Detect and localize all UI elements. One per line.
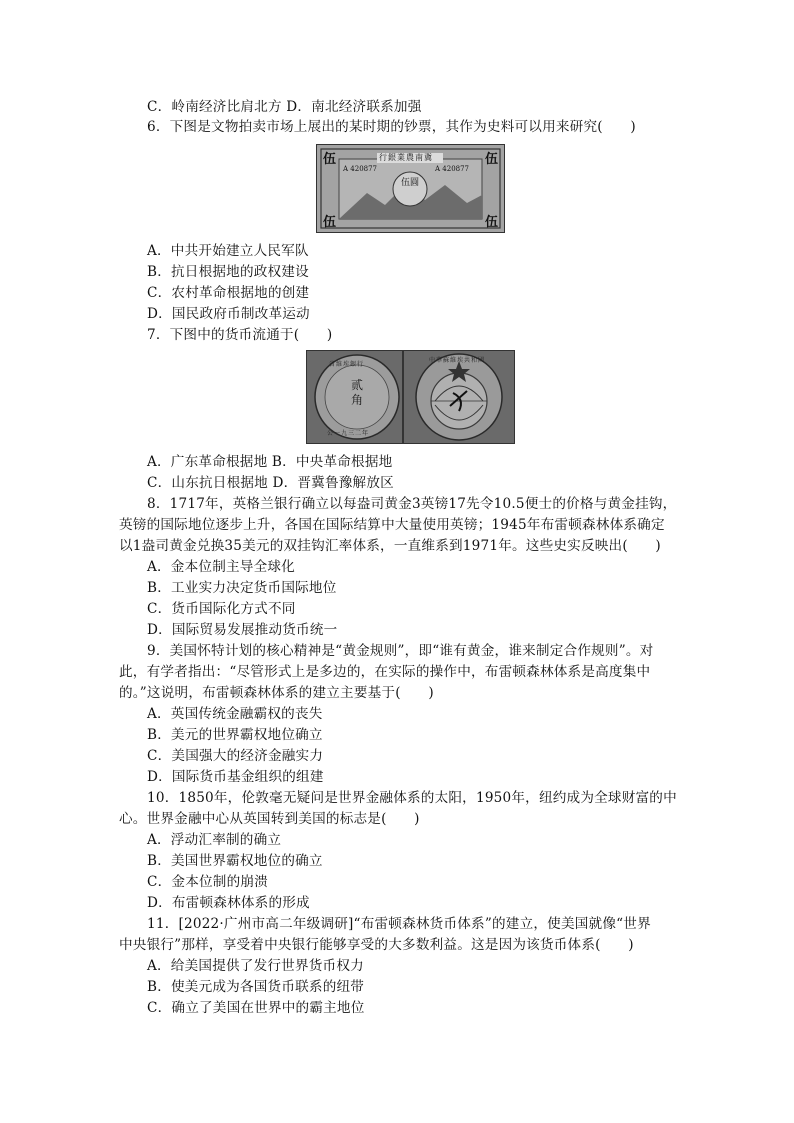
denomination: 伍圓 bbox=[401, 178, 420, 188]
serial-number-right: A 420877 bbox=[435, 165, 470, 173]
question-10-line: 心。世界金融中心从英国转到美国的标志是( ) bbox=[119, 811, 420, 827]
option-11b: B．使美元成为各国货币联系的纽带 bbox=[147, 979, 365, 995]
option-11c: C．确立了美国在世界中的霸主地位 bbox=[147, 1000, 365, 1016]
question-9-line: 9．美国怀特计划的核心精神是“黄金规则”，即“谁有黄金，谁来制定合作规则”。对 bbox=[147, 643, 654, 659]
question-8-line: 8．1717年，英格兰银行确立以每盎司黄金3英镑17先令10.5便士的价格与黄金挂钩， bbox=[147, 496, 677, 512]
option-6a: A．中共开始建立人民军队 bbox=[147, 243, 309, 259]
option-8b: B．工业实力决定货币国际地位 bbox=[147, 580, 337, 596]
banknote-image bbox=[316, 144, 505, 233]
question-10-line: 10．1850年，伦敦毫无疑问是世界金融体系的太阳，1950年，纽约成为全球财富的中 bbox=[147, 790, 677, 806]
question-7: 7．下图中的货币流通于( ) bbox=[147, 327, 333, 343]
option-9b: B．美元的世界霸权地位确立 bbox=[147, 727, 323, 743]
question-8-line: 英镑的国际地位逐步上升，各国在国际结算中大量使用英镑；1945年布雷顿森林体系确定 bbox=[119, 517, 665, 533]
coin-denomination: 贰角 bbox=[350, 378, 363, 407]
option-9d: D．国际货币基金组织的组建 bbox=[147, 769, 324, 785]
serial-number-left: A 420877 bbox=[343, 165, 378, 173]
corner-numeral: 伍 bbox=[484, 152, 498, 167]
option-8a: A．金本位制主导全球化 bbox=[147, 559, 295, 575]
option-10b: B．美国世界霸权地位的确立 bbox=[147, 853, 323, 869]
option-9a: A．英国传统金融霸权的丧失 bbox=[147, 706, 323, 722]
option-6d: D．国民政府币制改革运动 bbox=[147, 306, 310, 322]
coin-year-text: 公一九三二年 bbox=[327, 430, 370, 437]
option-8c: C．货币国际化方式不同 bbox=[147, 601, 296, 617]
corner-numeral: 伍 bbox=[484, 215, 498, 230]
option-11a: A．给美国提供了发行世界货币权力 bbox=[147, 958, 364, 974]
coin-ring-text: 省維埃銀行 bbox=[329, 361, 365, 368]
question-9-line: 的。”这说明，布雷顿森林体系的建立主要基于( ) bbox=[119, 685, 434, 701]
coin-reverse-ring-text: 中華蘇維埃共和國 bbox=[429, 357, 486, 364]
question-11-line: 中央银行”那样，享受着中央银行能够享受的大多数利益。这是因为该货币体系( ) bbox=[119, 937, 634, 953]
option-10c: C．金本位制的崩溃 bbox=[147, 874, 268, 890]
option-6c: C．农村革命根据地的创建 bbox=[147, 285, 310, 301]
question-8-line: 以1盎司黄金兑换35美元的双挂钩汇率体系，一直维系到1971年。这些史实反映出( ) bbox=[119, 538, 661, 554]
question-9-line: 此，有学者指出：“尽管形式上是多边的，在实际的操作中，布雷顿森林体系是高度集中 bbox=[119, 664, 651, 680]
bank-name: 行銀業農南冀 bbox=[379, 153, 433, 162]
question-6: 6．下图是文物拍卖市场上展出的某时期的钞票，其作为史料可以用来研究( ) bbox=[147, 119, 636, 135]
text-line: C．岭南经济比肩北方 D．南北经济联系加强 bbox=[147, 99, 422, 115]
option-9c: C．美国强大的经济金融实力 bbox=[147, 748, 324, 764]
option-10d: D．布雷顿森林体系的形成 bbox=[147, 895, 310, 911]
options-7ab: A．广东革命根据地 B．中央革命根据地 bbox=[147, 454, 393, 470]
corner-numeral: 伍 bbox=[323, 215, 337, 230]
option-10a: A．浮动汇率制的确立 bbox=[147, 832, 282, 848]
coin-image bbox=[306, 350, 515, 444]
options-7cd: C．山东抗日根据地 D．晋冀鲁豫解放区 bbox=[147, 475, 394, 491]
option-8d: D．国际贸易发展推动货币统一 bbox=[147, 622, 338, 638]
option-6b: B．抗日根据地的政权建设 bbox=[147, 264, 309, 280]
question-11-line: 11．[2022·广州市高二年级调研]“布雷顿森林货币体系”的建立，使美国就像“世界 bbox=[147, 916, 651, 932]
corner-numeral: 伍 bbox=[323, 152, 337, 167]
